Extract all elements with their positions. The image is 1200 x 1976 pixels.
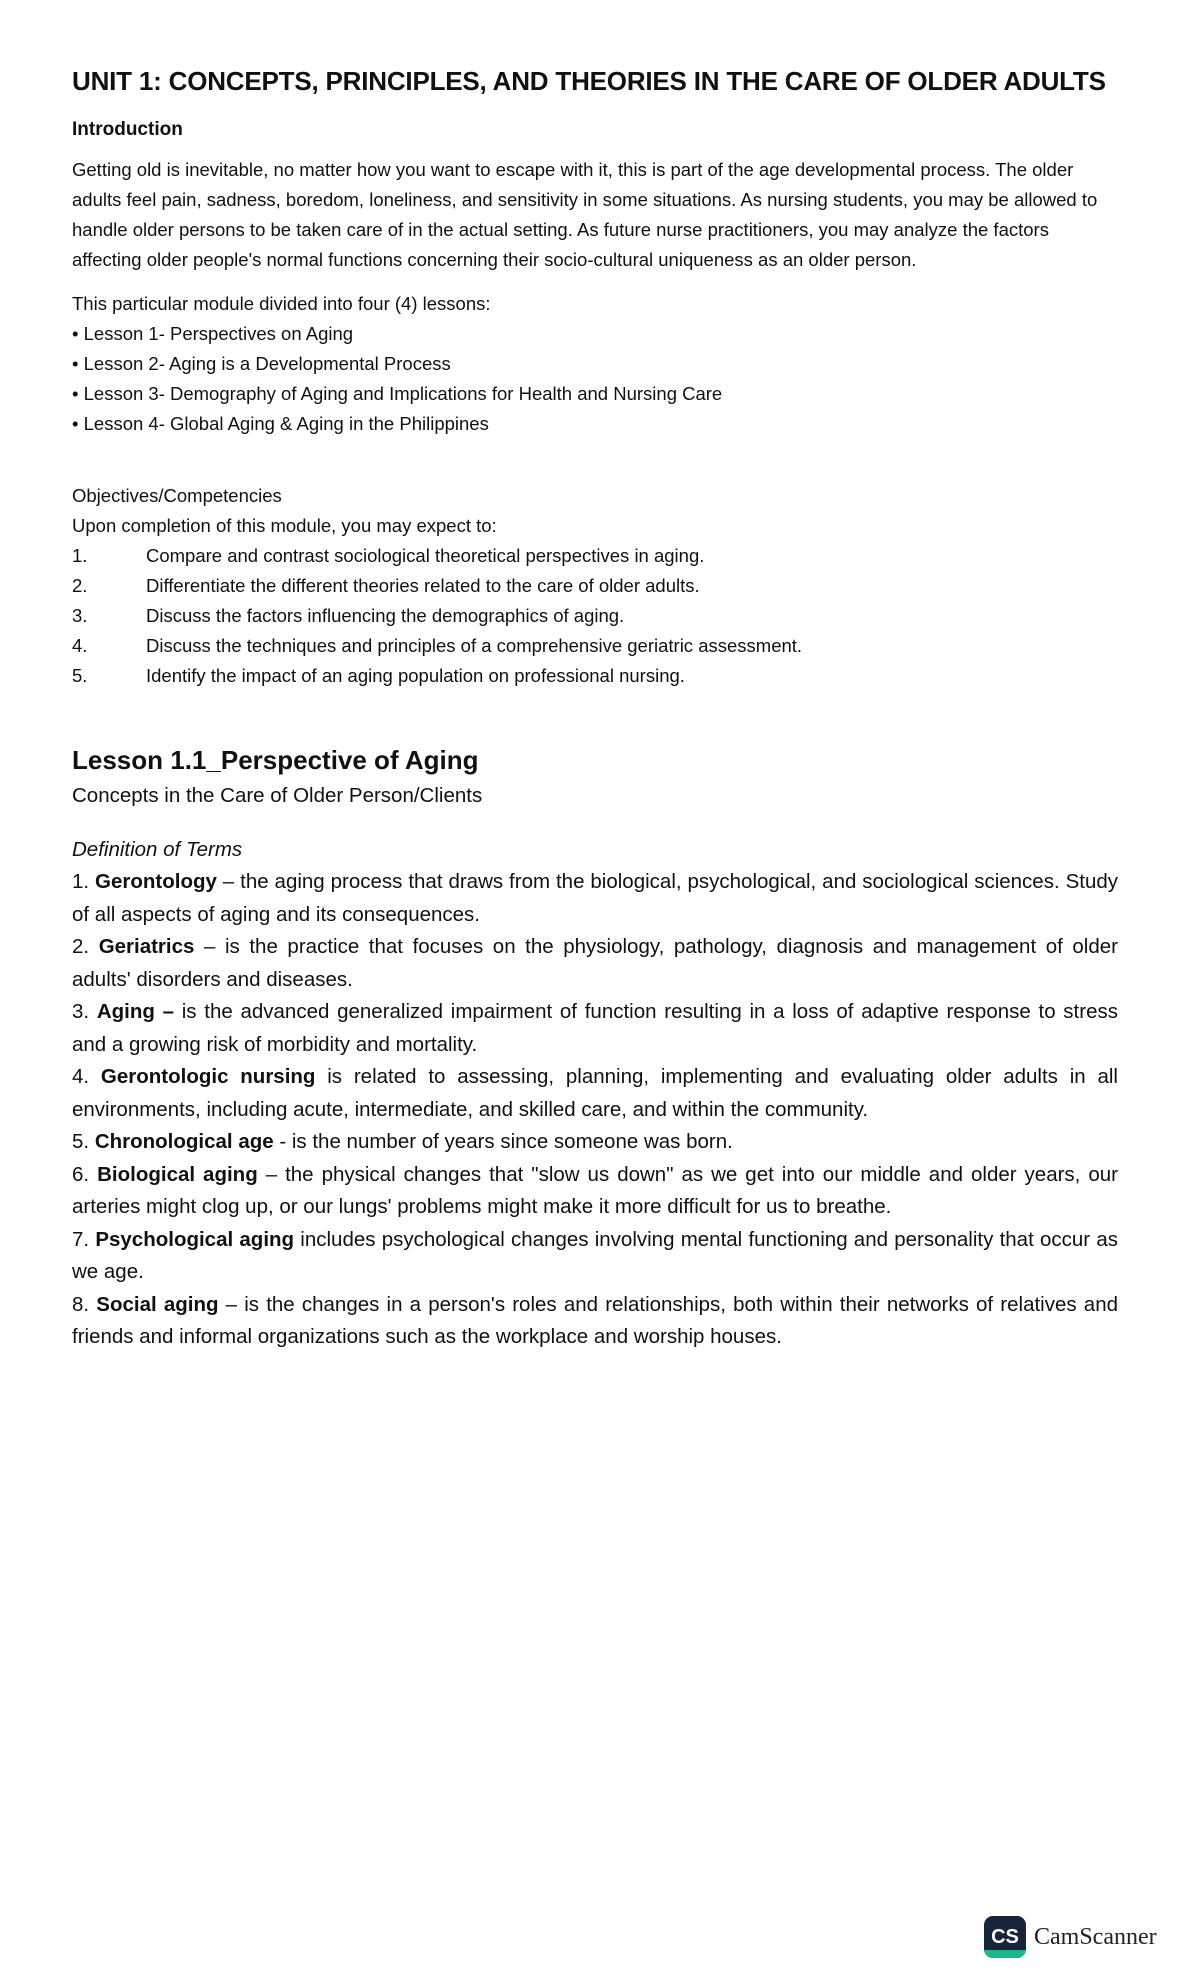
definition-number: 7. <box>72 1227 90 1251</box>
lesson-item: • Lesson 1- Perspectives on Aging <box>72 323 354 344</box>
objective-number: 2. <box>72 575 88 596</box>
objectives-section <box>72 481 1118 691</box>
lesson-item: • Lesson 4- Global Aging & Aging in the Philippines <box>72 413 489 434</box>
definition-item <box>72 931 1118 996</box>
camscanner-name: CamScanner <box>1034 1923 1157 1950</box>
objective-item <box>72 541 1118 571</box>
definition-term: Psychological aging <box>95 1227 295 1251</box>
definition-text: – the physical changes that "slow us down" as we get into our middle and older years, our arteries might clog up, or our lungs' problems might make it more difficult for us to breathe. <box>72 1162 1118 1218</box>
definition-number: 1. <box>72 870 90 893</box>
lesson-subtitle: Concepts in the Care of Older Person/Clients <box>72 784 483 807</box>
lessons-intro: This particular module divided into four (4) lessons: <box>72 293 491 314</box>
definition-text: – the aging process that draws from the biological, psychological, and sociological sciences. Study of all aspects of aging and its consequences. <box>72 870 1118 926</box>
lesson-item: • Lesson 3- Demography of Aging and Implications for Health and Nursing Care <box>72 383 723 404</box>
definition-item <box>72 1159 1118 1224</box>
definition-item <box>72 866 1118 931</box>
definition-number: 8. <box>72 1292 90 1316</box>
objective-item <box>72 661 1118 691</box>
lesson-title: Lesson 1.1_Perspective of Aging <box>72 745 479 775</box>
objective-number: 3. <box>72 605 88 626</box>
definition-item <box>72 1126 1118 1159</box>
definition-item <box>72 1289 1118 1354</box>
definition-number: 5. <box>72 1130 90 1153</box>
definition-term: Biological aging <box>97 1162 258 1186</box>
definition-term: Gerontology <box>95 870 217 893</box>
definition-text: is related to assessing, planning, implementing and evaluating older adults in all environments, including acute, intermediate, and skilled care, and within the community. <box>72 1065 1118 1121</box>
definition-text: includes psychological changes involving mental functioning and personality that occur as we age. <box>72 1227 1118 1283</box>
definition-text: – is the practice that focuses on the physiology, pathology, diagnosis and management of older adults' disorders and diseases. <box>72 935 1118 991</box>
camscanner-watermark <box>984 1916 1157 1958</box>
camscanner-logo-icon: CS <box>984 1916 1026 1958</box>
lesson-item: • Lesson 2- Aging is a Developmental Process <box>72 353 451 374</box>
objective-text: Differentiate the different theories related to the care of older adults. <box>146 575 700 596</box>
objective-number: 1. <box>72 545 88 566</box>
definition-text: is the advanced generalized impairment of function resulting in a loss of adaptive response to stress and a growing risk of morbidity and mortality. <box>72 1000 1118 1056</box>
definitions-heading: Definition of Terms <box>72 838 243 861</box>
definition-text: – is the changes in a person's roles and relationships, both within their networks of relatives and friends and informal organizations such as the workplace and worship houses. <box>72 1292 1118 1348</box>
unit-title: UNIT 1: CONCEPTS, PRINCIPLES, AND THEORIES IN THE CARE OF OLDER ADULTS <box>72 66 1106 96</box>
definitions-list <box>72 866 1118 1354</box>
definition-term: Aging – <box>96 1000 175 1023</box>
definition-term: Geriatrics <box>98 935 195 958</box>
definition-text: - is the number of years since someone was born. <box>273 1130 733 1153</box>
objective-text: Discuss the factors influencing the demographics of aging. <box>146 605 625 626</box>
lessons-list <box>72 289 1118 439</box>
definition-number: 6. <box>72 1162 90 1186</box>
definition-item <box>72 996 1118 1061</box>
objective-text: Discuss the techniques and principles of a comprehensive geriatric assessment. <box>146 635 803 656</box>
objective-number: 4. <box>72 635 88 656</box>
objective-item <box>72 631 1118 661</box>
introduction-heading: Introduction <box>72 119 183 140</box>
definition-term: Chronological age <box>94 1130 274 1153</box>
objectives-lead: Upon completion of this module, you may expect to: <box>72 515 497 536</box>
definition-term: Gerontologic nursing <box>100 1065 316 1088</box>
definition-number: 2. <box>72 935 90 958</box>
definition-number: 3. <box>72 1000 90 1023</box>
objective-text: Compare and contrast sociological theoretical perspectives in aging. <box>146 545 705 566</box>
introduction-paragraph: Getting old is inevitable, no matter how you want to escape with it, this is part of the age developmental process. The older adults feel pain, sadness, boredom, loneliness, and sensitivity in some situations. As nursing students, you may be allowed to handle older persons to be taken care of in the actual setting. As future nurse practitioners, you may analyze the factors affecting older people's normal functions concerning their socio-cultural uniqueness as an older person. <box>72 159 1098 270</box>
definition-item <box>72 1061 1118 1126</box>
definition-term: Social aging <box>96 1292 219 1316</box>
document-page <box>72 66 1118 1354</box>
objective-text: Identify the impact of an aging population on professional nursing. <box>146 665 685 686</box>
objective-item <box>72 601 1118 631</box>
objective-number: 5. <box>72 665 88 686</box>
objective-item <box>72 571 1118 601</box>
definition-item <box>72 1224 1118 1289</box>
objectives-heading: Objectives/Competencies <box>72 485 282 506</box>
definition-number: 4. <box>72 1065 90 1088</box>
